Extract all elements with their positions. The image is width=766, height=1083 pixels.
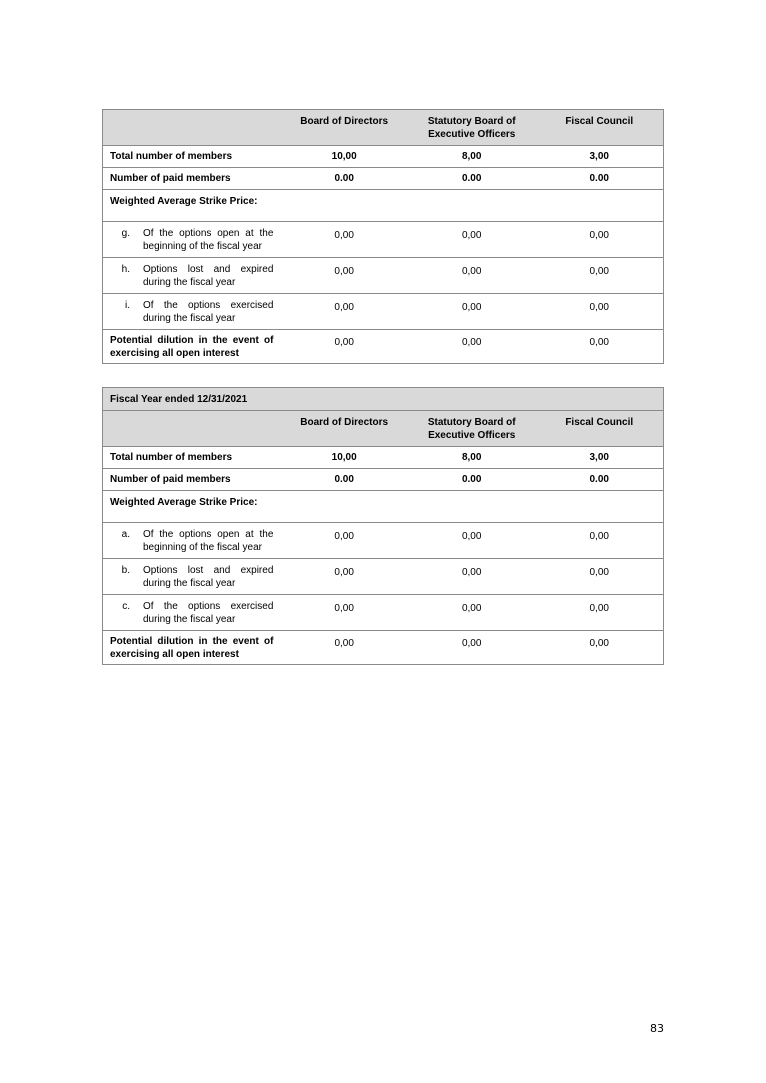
- table-row: [103, 222, 663, 258]
- cell-value: 0,00: [589, 266, 609, 277]
- cell-value: 0.00: [334, 474, 354, 485]
- col-header-fiscal-council: Fiscal Council: [565, 116, 634, 127]
- item-letter: h.: [121, 264, 130, 275]
- item-text: Options lost and expired during the fiscal year: [143, 264, 274, 288]
- table-row: [103, 294, 663, 330]
- cell-value: 8,00: [461, 151, 482, 162]
- col-header-statutory-board: Statutory Board of Executive Officers: [427, 116, 516, 140]
- options-table-2: [102, 387, 664, 665]
- cell-value: 0,00: [589, 230, 609, 241]
- item-letter: c.: [122, 601, 130, 612]
- cell-value: 0,00: [589, 567, 609, 578]
- row-label: Potential dilution in the event of exercising all open interest: [110, 636, 274, 660]
- table-row: [103, 491, 663, 523]
- table-row: [103, 523, 663, 559]
- col-header-statutory-board: Statutory Board of Executive Officers: [427, 417, 516, 441]
- row-label: Number of paid members: [110, 474, 231, 485]
- cell-value: 0,00: [461, 337, 482, 348]
- col-header-fiscal-council: Fiscal Council: [565, 417, 634, 428]
- item-letter: a.: [121, 529, 130, 540]
- cell-value: 0,00: [334, 638, 354, 649]
- table-row: [103, 146, 663, 168]
- cell-value: 0,00: [461, 567, 482, 578]
- cell-value: 0,00: [334, 302, 354, 313]
- item-letter: b.: [121, 565, 130, 576]
- cell-value: 0,00: [461, 603, 482, 614]
- cell-value: 0.00: [461, 474, 482, 485]
- cell-value: 0,00: [334, 230, 354, 241]
- item-text: Options lost and expired during the fiscal year: [143, 565, 274, 589]
- cell-value: 0.00: [334, 173, 354, 184]
- table-row: [103, 559, 663, 595]
- cell-value: 3,00: [589, 151, 609, 162]
- cell-value: 0,00: [589, 337, 609, 348]
- section-label: Weighted Average Strike Price:: [110, 196, 258, 207]
- cell-value: 0.00: [589, 173, 609, 184]
- cell-value: 0,00: [461, 266, 482, 277]
- cell-value: 0,00: [461, 531, 482, 542]
- item-text: Of the options exercised during the fiscal year: [143, 601, 274, 625]
- cell-value: 0,00: [589, 302, 609, 313]
- table-row: [103, 168, 663, 190]
- section-label: Weighted Average Strike Price:: [110, 497, 258, 508]
- table-row: [103, 447, 663, 469]
- table-row: [103, 190, 663, 222]
- item-letter: i.: [125, 300, 130, 311]
- cell-value: 0.00: [589, 474, 609, 485]
- cell-value: 0,00: [589, 531, 609, 542]
- cell-value: 0,00: [334, 266, 354, 277]
- cell-value: 0,00: [334, 337, 354, 348]
- row-label: Number of paid members: [110, 173, 231, 184]
- cell-value: 0,00: [334, 567, 354, 578]
- cell-value: 8,00: [461, 452, 482, 463]
- table-row: [103, 469, 663, 491]
- cell-value: 0,00: [589, 603, 609, 614]
- cell-value: 10,00: [331, 151, 357, 162]
- row-label: Total number of members: [110, 151, 233, 162]
- options-table-1: [102, 109, 664, 364]
- table-header-row: [103, 110, 663, 146]
- cell-value: 0,00: [461, 230, 482, 241]
- cell-value: 0,00: [461, 638, 482, 649]
- page-number: 83: [650, 1022, 664, 1035]
- table-row: [103, 595, 663, 631]
- row-label: Total number of members: [110, 452, 233, 463]
- cell-value: 0.00: [461, 173, 482, 184]
- item-text: Of the options open at the beginning of the fiscal year: [143, 228, 274, 252]
- col-header-board: Board of Directors: [300, 116, 389, 127]
- cell-value: 0,00: [334, 531, 354, 542]
- table-row: [103, 631, 663, 664]
- table-title-row: [103, 388, 663, 411]
- cell-value: 3,00: [589, 452, 609, 463]
- cell-value: 10,00: [331, 452, 357, 463]
- cell-value: 0,00: [334, 603, 354, 614]
- col-header-board: Board of Directors: [300, 417, 389, 428]
- item-text: Of the options exercised during the fiscal year: [143, 300, 274, 324]
- table-row: [103, 330, 663, 363]
- cell-value: 0,00: [589, 638, 609, 649]
- table-title: Fiscal Year ended 12/31/2021: [110, 393, 248, 405]
- item-text: Of the options open at the beginning of the fiscal year: [143, 529, 274, 553]
- row-label: Potential dilution in the event of exercising all open interest: [110, 335, 274, 359]
- item-letter: g.: [121, 228, 130, 239]
- table-header-row: [103, 411, 663, 447]
- table-row: [103, 258, 663, 294]
- cell-value: 0,00: [461, 302, 482, 313]
